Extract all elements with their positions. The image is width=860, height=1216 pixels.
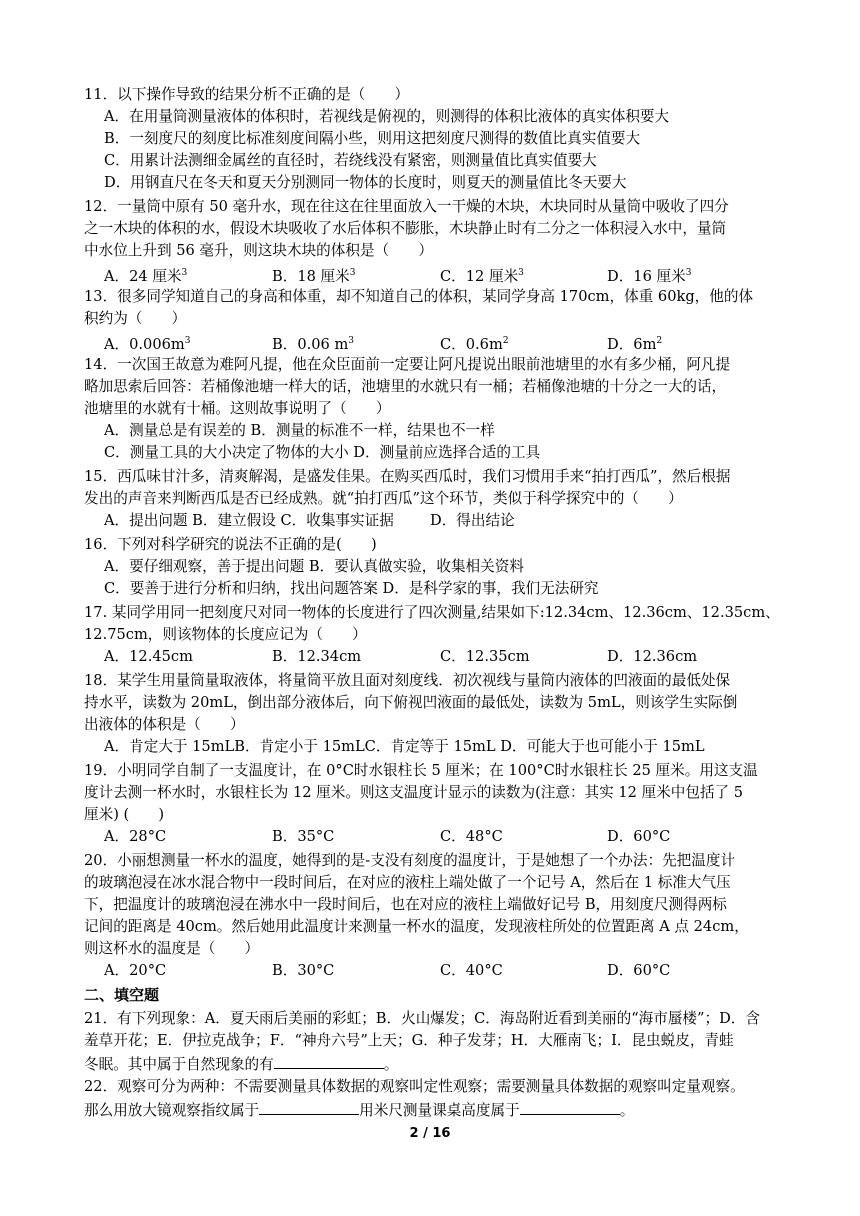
- q13-option-c: [440, 330, 509, 356]
- q19-option-d: D．60°C: [607, 828, 671, 845]
- q21-stem-line1: 21．有下列现象：A．夏天雨后美丽的彩虹；B．火山爆发；C．海岛附近看到美丽的“海市蜃楼”；D．含: [84, 1010, 760, 1027]
- q11-option-a: A．在用量筒测量液体的体积时，若视线是俯视的，则测得的体积比液体的真实体积要大: [104, 108, 670, 125]
- q20-stem-line4: 记间的距离是 40cm。然后她用此温度计来测量一杯水的温度，发现液柱所处的位置距离 A 点 24cm，: [84, 918, 749, 935]
- q13-option-d: [607, 330, 662, 356]
- q15-stem-line2: 发出的声音来判断西瓜是否已经成熟。就“拍打西瓜”这个环节，类似于科学探究中的（ ）: [84, 490, 683, 507]
- q22-answer-blank-2[interactable]: [520, 1098, 620, 1115]
- q16-options-ab: A．要仔细观察，善于提出问题 B．要认真做实验，收集相关资料: [104, 558, 524, 575]
- q14-stem-line1: 14．一次国王故意为难阿凡提，他在众臣面前一定要让阿凡提说出眼前池塘里的水有多少桶，阿凡提: [84, 356, 731, 373]
- q17-option-a: A．12.45cm: [104, 648, 193, 665]
- q21-stem-line2: 羞草开花；E．伊拉克战争；F．“神舟六号”上天；G．种子发芽；H．大雁南飞；I．昆虫蜕皮，青蛙: [84, 1032, 734, 1049]
- q12-option-a: [104, 262, 187, 288]
- q12-option-c-text: C．12 厘米: [440, 267, 519, 285]
- q13-stem-line1: 13．很多同学知道自己的身高和体重，却不知道自己的体积，某同学身高 170cm，体重 60kg，他的体: [84, 288, 754, 305]
- q22-stem-line1: 22．观察可分为两种：不需要测量具体数据的观察叫定性观察；需要测量具体数据的观察叫定量观察。: [84, 1078, 745, 1095]
- q12-option-b: [272, 262, 355, 288]
- q19-stem-line1: 19．小明同学自制了一支温度计，在 0°C时水银柱长 5 厘米；在 100°C时水银柱长 25 厘米。用这支温: [84, 762, 758, 779]
- q11-option-d: D．用钢直尺在冬天和夏天分别测同一物体的长度时，则夏天的测量值比冬天要大: [104, 174, 627, 191]
- q13-option-c-sup: 2: [502, 336, 509, 346]
- q12-option-d: [607, 262, 691, 288]
- q14-stem-line3: 池塘里的水就有十桶。这则故事说明了（ ）: [84, 400, 391, 417]
- q18-stem-line1: 18．某学生用量筒量取液体，将量筒平放且面对刻度线．初次视线与量筒内液体的凹液面的最低处保: [84, 672, 731, 689]
- q13-option-c-text: C．0.6m: [440, 335, 503, 353]
- q19-option-a: A．28°C: [104, 828, 167, 845]
- q14-stem-line2: 略加思索后回答：若桶像池塘一样大的话，池塘里的水就只有一桶；若桶像池塘的十分之一大的话，: [84, 378, 727, 395]
- q12-stem-line3: 中水位上升到 56 毫升，则这块木块的体积是（ ）: [84, 242, 433, 259]
- q11-option-b: B．一刻度尺的刻度比标准刻度间隔小些，则用这把刻度尺测得的数值比真实值要大: [104, 130, 641, 147]
- q19-option-c: C．48°C: [440, 828, 503, 845]
- q12-option-d-sup: 3: [685, 268, 692, 278]
- q12-option-b-text: B．18 厘米: [272, 267, 350, 285]
- q16-options-cd: C．要善于进行分析和归纳，找出问题答案 D．是科学家的事，我们无法研究: [104, 580, 599, 597]
- q13-option-a-text: A．0.006m: [104, 335, 185, 353]
- q17-stem-line2: 12.75cm，则该物体的长度应记为（ ）: [84, 626, 367, 643]
- q22-line2-text-b: 用米尺测量课桌高度属于: [359, 1102, 520, 1119]
- q15-options-abc: A．提出问题 B．建立假设 C．收集事实证据: [104, 512, 394, 529]
- q13-option-a-sup: 3: [184, 336, 191, 346]
- q12-option-a-text: A．24 厘米: [104, 267, 182, 285]
- q14-options-cd: C．测量工具的大小决定了物体的大小 D．测量前应选择合适的工具: [104, 444, 541, 461]
- q20-stem-line3: 下，把温度计的玻璃泡浸在沸水中一段时间后，也在对应的液柱上端做好记号 B，用刻度尺测得两标: [84, 896, 727, 913]
- q12-stem-line2: 之一木块的体积的水，假设木块吸收了水后体积不膨胀，木块静止时有二分之一体积浸入水中，量筒: [84, 220, 727, 237]
- page-number: 2 / 16: [409, 1126, 451, 1141]
- q13-option-d-sup: 2: [656, 336, 663, 346]
- q20-option-b: B．30°C: [272, 962, 335, 979]
- q12-option-d-text: D．16 厘米: [607, 267, 686, 285]
- q12-option-a-sup: 3: [181, 268, 188, 278]
- q20-option-a: A．20°C: [104, 962, 167, 979]
- q22-line2-text-a: 那么用放大镜观察指纹属于: [84, 1102, 260, 1119]
- q17-option-c: C．12.35cm: [440, 648, 530, 665]
- q15-stem-line1: 15．西瓜味甘汁多，清爽解渴，是盛发佳果。在购买西瓜时，我们习惯用手来“拍打西瓜”，然后根据: [84, 468, 731, 485]
- q12-stem-line1: 12．一量筒中原有 50 毫升水，现在往这在往里面放入一干燥的木块，木块同时从量筒中吸收了四分: [84, 198, 729, 215]
- q13-option-d-text: D．6m: [607, 335, 657, 353]
- q11-stem: 11．以下操作导致的结果分析不正确的是（ ）: [84, 86, 410, 103]
- q21-line3-end: 。: [383, 1056, 399, 1073]
- q22-stem-line2: [84, 1098, 634, 1122]
- q13-option-b: [272, 330, 354, 356]
- q13-option-a: [104, 330, 191, 356]
- q20-option-c: C．40°C: [440, 962, 503, 979]
- q22-line2-end: 。: [619, 1102, 635, 1119]
- q13-option-b-text: B．0.06 m: [272, 335, 349, 353]
- q18-options: A．肯定大于 15mLB．肯定小于 15mLC．肯定等于 15mL D．可能大于也可能小于 15mL: [104, 738, 705, 755]
- q19-option-b: B．35°C: [272, 828, 335, 845]
- q21-stem-line3: [84, 1052, 398, 1076]
- q21-line3-text: 冬眠。其中属于自然现象的有: [84, 1056, 274, 1073]
- q17-option-d: D．12.36cm: [607, 648, 698, 665]
- q12-option-c-sup: 3: [518, 268, 524, 278]
- q16-stem: 16．下列对科学研究的说法不正确的是( ): [84, 536, 377, 553]
- q15-option-d: D．得出结论: [430, 512, 515, 529]
- q17-option-b: B．12.34cm: [272, 648, 362, 665]
- q12-option-c: [440, 262, 524, 288]
- q18-stem-line2: 持水平，读数为 20mL，倒出部分液体后，向下俯视凹液面的最低处，读数为 5mL，则该学生实际倒: [84, 694, 738, 711]
- q19-stem-line3: 厘米) ( ): [84, 806, 165, 823]
- q22-answer-blank-1[interactable]: [259, 1098, 359, 1115]
- q20-stem-line2: 的玻璃泡浸在冰水混合物中一段时间后，在对应的液柱上端处做了一个记号 A，然后在 1 标准大气压: [84, 874, 731, 891]
- q17-stem-line1: 17. 某同学用同一把刻度尺对同一物体的长度进行了四次测量,结果如下:12.34cm、12.36cm、12.35cm、: [84, 604, 780, 621]
- q18-stem-line3: 出液体的体积是（ ）: [84, 716, 245, 733]
- q20-option-d: D．60°C: [607, 962, 671, 979]
- q14-options-ab: A．测量总是有误差的 B．测量的标准不一样，结果也不一样: [104, 422, 495, 439]
- q19-stem-line2: 度计去测一杯水时，水银柱长为 12 厘米。则这支温度计显示的读数为(注意：其实 12 厘米中包括了 5: [84, 784, 744, 801]
- q20-stem-line1: 20．小丽想测量一杯水的温度，她得到的是-支没有刻度的温度计，于是她想了一个办法：先把温度计: [84, 852, 736, 869]
- q11-option-c: C．用累计法测细金属丝的直径时，若绕线没有紧密，则测量值比真实值要大: [104, 152, 597, 169]
- q21-answer-blank[interactable]: [274, 1052, 384, 1069]
- q12-option-b-sup: 3: [349, 268, 356, 278]
- q20-stem-line5: 则这杯水的温度是（ ）: [84, 940, 260, 957]
- q13-option-b-sup: 3: [348, 336, 355, 346]
- section-heading-fill-in: 二、填空题: [84, 986, 160, 1004]
- q13-stem-line2: 积约为（ ）: [84, 310, 187, 327]
